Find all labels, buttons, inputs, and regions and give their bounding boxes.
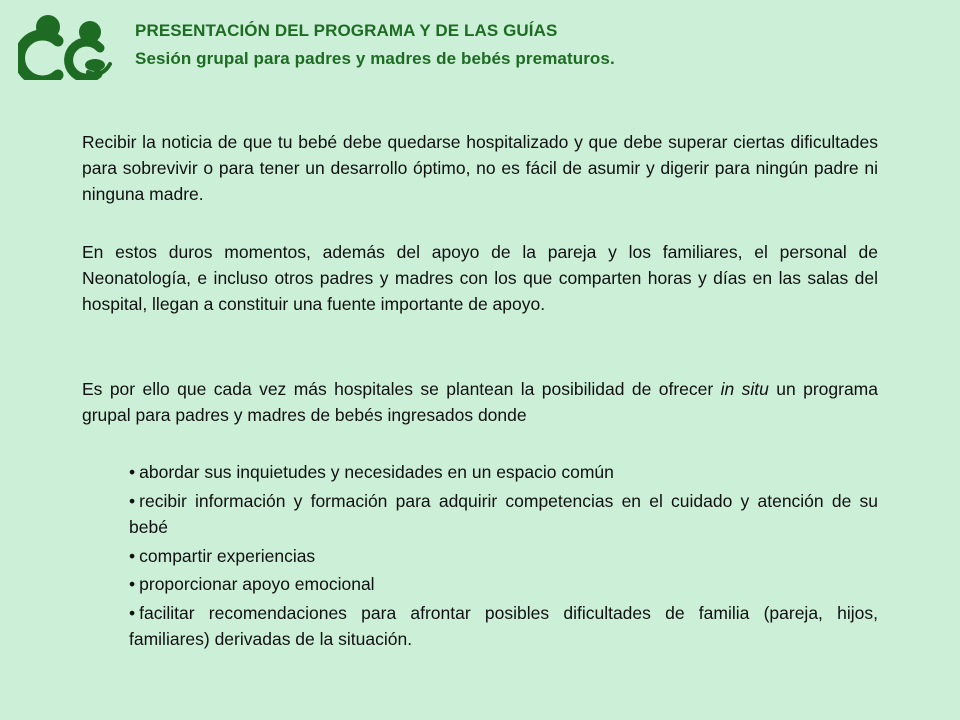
bullet: •: [129, 602, 136, 623]
paragraph-program: [82, 376, 878, 428]
list-item: [129, 488, 878, 541]
bullet: •: [129, 545, 136, 566]
goals-list: [129, 459, 878, 655]
list-item-text: proporcionar apoyo emocional: [139, 574, 375, 594]
bullet: •: [129, 574, 136, 594]
paragraph-intro: Recibir la noticia de que tu bebé debe quedarse hospitalizado y que debe superar ciertas dificultades para sobrevivir o para tener un desarrollo óptimo, no es fácil de asumir y digerir para ningún padre ni ninguna madre.: [82, 132, 878, 204]
page-title: PRESENTACIÓN DEL PROGRAMA Y DE LAS GUÍAS: [135, 21, 558, 40]
bullet: •: [129, 490, 136, 511]
list-item-text: abordar sus inquietudes y necesidades en un espacio común: [139, 462, 614, 482]
list-item-text: recibir información y formación para adquirir competencias en el cuidado y atención de su bebé: [129, 490, 878, 537]
paragraph-program-text-after: un programa grupal para padres y madres de bebés ingresados donde: [82, 379, 878, 425]
paragraph-support: En estos duros momentos, además del apoyo de la pareja y los familiares, el personal de Neonatología, e incluso otros padres y madres con los que comparten horas y días en las salas del hospital, llegan a constituir una fuente importante de apoyo.: [82, 242, 878, 314]
bullet: •: [129, 462, 136, 482]
list-item: [129, 543, 878, 570]
list-item: [129, 571, 878, 598]
header: [135, 20, 615, 70]
list-item-text: facilitar recomendaciones para afrontar posibles dificultades de familia (pareja, hijos, familiares) derivadas de la situación.: [129, 602, 878, 649]
list-item: [129, 459, 878, 486]
list-item-text: compartir experiencias: [139, 545, 316, 566]
list-item: [129, 600, 878, 653]
paragraph-program-italic: in situ: [720, 379, 769, 399]
paragraph-program-text-before: Es por ello que cada vez más hospitales se plantean la posibilidad de ofrecer: [82, 379, 721, 399]
family-logo-icon: [18, 12, 118, 80]
page-subtitle: Sesión grupal para padres y madres de bebés prematuros.: [135, 49, 615, 68]
